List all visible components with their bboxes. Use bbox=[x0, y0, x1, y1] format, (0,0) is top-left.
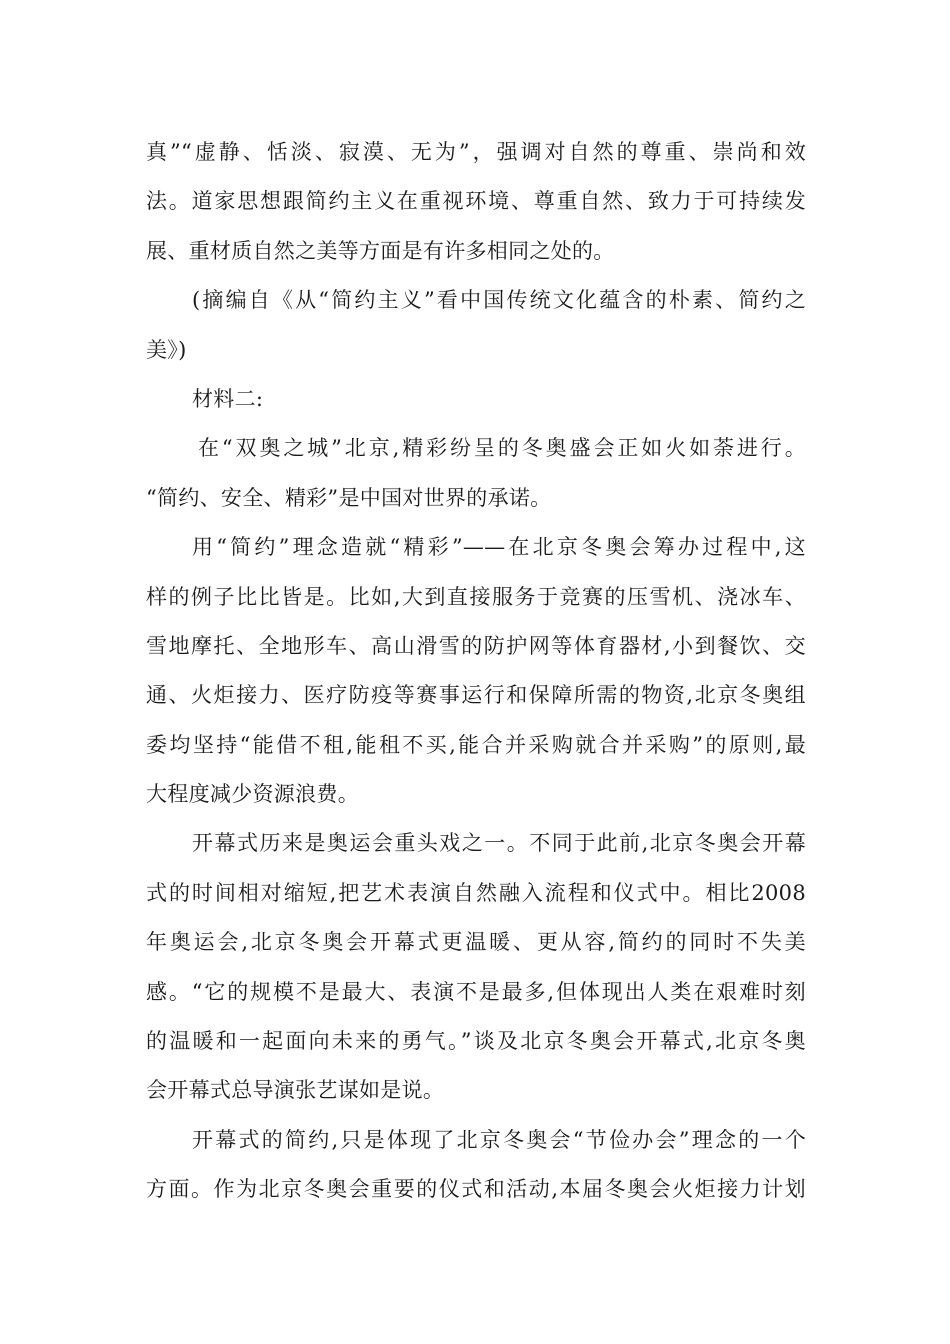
paragraph-simple-concept bbox=[146, 523, 806, 819]
text-line: 用“简约”理念造就“精彩”——在北京冬奥会筹办过程中,这 bbox=[192, 535, 806, 560]
section-heading-material-two bbox=[146, 375, 806, 424]
text-line: 年奥运会,北京冬奥会开幕式更温暖、更从容,简约的同时不失美 bbox=[146, 930, 806, 955]
text-line: 在“双奥之城”北京,精彩纷呈的冬奥盛会正如火如荼进行。 bbox=[198, 436, 806, 461]
paragraph-source-citation bbox=[146, 276, 806, 375]
text-line: 雪地摩托、全地形车、高山滑雪的防护网等体育器材,小到餐饮、交 bbox=[146, 633, 806, 658]
text-line: 开幕式的简约,只是体现了北京冬奥会“节俭办会”理念的一个 bbox=[192, 1127, 806, 1152]
text-line: 大程度减少资源浪费。 bbox=[146, 782, 359, 807]
paragraph-daoism-continuation bbox=[146, 128, 806, 276]
section-heading: 材料二: bbox=[192, 386, 264, 411]
text-line: 式的时间相对缩短,把艺术表演自然融入流程和仪式中。相比2008 bbox=[146, 880, 806, 905]
text-line: 感。“它的规模不是最大、表演不是最多,但体现出人类在艰难时刻 bbox=[146, 979, 806, 1004]
document-page bbox=[146, 128, 806, 1215]
paragraph-opening-ceremony bbox=[146, 819, 806, 1115]
text-line: 的温暖和一起面向未来的勇气。”谈及北京冬奥会开幕式,北京冬奥 bbox=[146, 1029, 806, 1054]
text-line: 美》) bbox=[146, 337, 187, 362]
text-line: 真”“虚静、恬淡、寂漠、无为”，强调对自然的尊重、崇尚和效 bbox=[146, 140, 806, 164]
text-line: (摘编自《从“简约主义”看中国传统文化蕴含的朴素、简约之 bbox=[192, 288, 806, 313]
text-line: 展、重材质自然之美等方面是有许多相同之处的。 bbox=[146, 238, 615, 263]
paragraph-dual-olympic-city bbox=[146, 424, 806, 523]
text-line: 会开幕式总导演张艺谋如是说。 bbox=[146, 1078, 445, 1103]
text-line: 开幕式历来是奥运会重头戏之一。不同于此前,北京冬奥会开幕 bbox=[192, 831, 806, 856]
text-line: 委均坚持“能借不租,能租不买,能合并采购就合并采购”的原则,最 bbox=[146, 732, 806, 757]
text-line: 样的例子比比皆是。比如,大到直接服务于竞赛的压雪机、浇冰车、 bbox=[146, 584, 806, 609]
text-line: “简约、安全、精彩”是中国对世界的承诺。 bbox=[146, 485, 552, 510]
paragraph-frugal-games bbox=[146, 1116, 806, 1215]
text-line: 法。道家思想跟简约主义在重视环境、尊重自然、致力于可持续发 bbox=[146, 189, 806, 214]
text-line: 通、火炬接力、医疗防疫等赛事运行和保障所需的物资,北京冬奥组 bbox=[146, 683, 806, 708]
text-line: 方面。作为北京冬奥会重要的仪式和活动,本届冬奥会火炬接力计划 bbox=[146, 1177, 806, 1202]
